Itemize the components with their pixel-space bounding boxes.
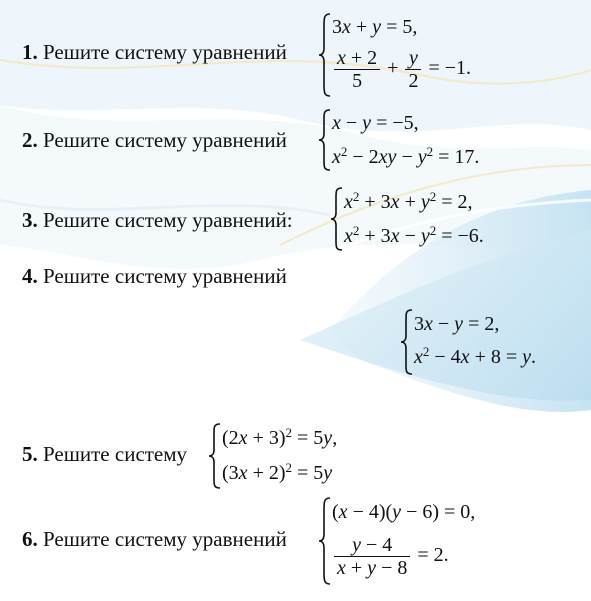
math-token: − 2 <box>347 146 379 168</box>
math-token: y <box>372 16 382 38</box>
left-brace <box>318 496 332 586</box>
fraction <box>405 47 421 92</box>
math-token: x <box>337 557 346 579</box>
problem-text: Решите систему уравнений <box>37 264 287 288</box>
problem-text: Решите систему уравнений <box>37 128 287 152</box>
equation-system-5 <box>208 422 388 490</box>
math-token: x <box>344 225 353 247</box>
math-token: = 2, <box>463 313 500 335</box>
math-token: = 5 <box>292 427 324 449</box>
left-brace <box>208 422 222 490</box>
problem-number: 3. <box>22 208 38 232</box>
math-token: x <box>424 313 433 335</box>
problem-number: 1. <box>22 40 38 64</box>
math-token: + <box>345 557 368 579</box>
math-token: y <box>522 346 532 368</box>
math-token: 2 <box>429 189 437 204</box>
problem-4-label <box>22 264 287 289</box>
math-token: 2 <box>285 460 293 475</box>
math-token: + <box>382 57 404 80</box>
left-brace <box>330 186 344 252</box>
equation-line-1 <box>332 112 419 135</box>
math-token: + 3) <box>247 427 286 449</box>
math-token: = −5, <box>371 112 419 134</box>
math-token: , <box>332 427 338 449</box>
math-token: ( <box>332 501 339 523</box>
problem-number: 6. <box>22 527 38 551</box>
problem-text: Решите систему уравнений <box>37 40 287 64</box>
math-token: x <box>460 346 470 368</box>
left-brace <box>318 12 332 98</box>
math-token: 2 <box>340 144 348 159</box>
math-token: x <box>332 146 341 168</box>
equation-system-1 <box>318 12 518 98</box>
equation-system-3 <box>330 186 550 252</box>
math-token: = −6. <box>436 225 484 247</box>
math-token: − 8 <box>376 557 408 579</box>
math-token: x <box>414 346 423 368</box>
equation-line-1 <box>344 191 473 214</box>
math-token: − <box>432 313 455 335</box>
math-token: y <box>417 146 427 168</box>
math-token: x <box>390 191 400 213</box>
equation-line-2 <box>222 462 332 485</box>
equation-line-2 <box>332 534 449 579</box>
problem-3-label <box>22 208 293 233</box>
problem-text: Решите систему уравнений: <box>37 208 293 232</box>
math-token: 2 <box>422 344 430 359</box>
math-token: y <box>367 557 377 579</box>
math-token: 2 <box>352 189 360 204</box>
math-token: − 4 <box>429 346 461 368</box>
math-token: x <box>238 462 248 484</box>
problem-number: 4. <box>22 264 38 288</box>
math-token: xy <box>378 146 397 168</box>
math-token: 3 <box>332 16 342 38</box>
math-token: + 3 <box>359 191 391 213</box>
math-token: y <box>323 462 333 484</box>
math-token: + <box>350 16 373 38</box>
math-token: y <box>352 534 361 556</box>
math-token: − 6) = 0, <box>401 501 476 523</box>
math-token: y <box>323 427 333 449</box>
math-token: 2 <box>408 70 419 92</box>
math-token: x <box>344 191 353 213</box>
math-token: 2 <box>285 425 293 440</box>
math-token: − <box>399 225 421 247</box>
math-token: = −1. <box>423 57 472 80</box>
math-token: = 5, <box>381 16 418 38</box>
math-token: x <box>338 501 348 523</box>
math-token: + 8 = <box>469 346 523 368</box>
equation-line-1 <box>414 313 499 336</box>
math-token: 2 <box>426 144 434 159</box>
math-token: − 4)( <box>347 501 393 523</box>
equation-line-2 <box>332 146 479 169</box>
math-token: x <box>332 112 341 134</box>
math-token: y <box>454 313 464 335</box>
problem-number: 2. <box>22 128 38 152</box>
equation-line-2 <box>332 47 471 92</box>
math-token: 3 <box>414 313 424 335</box>
math-token: y <box>420 191 430 213</box>
problem-2-label <box>22 128 287 153</box>
math-token: 2 <box>352 223 360 238</box>
math-token: = 2, <box>436 191 473 213</box>
math-token: 5 <box>352 70 363 92</box>
math-token: x <box>238 427 248 449</box>
math-token: x <box>390 225 400 247</box>
math-token: y <box>392 501 402 523</box>
math-token: − <box>396 146 418 168</box>
fraction <box>334 534 410 579</box>
equation-line-1 <box>332 16 417 39</box>
equation-system-4 <box>400 308 580 376</box>
problem-text: Решите систему <box>37 442 188 466</box>
equation-system-2 <box>318 108 538 172</box>
math-token: = 2. <box>412 544 449 567</box>
math-token: − 4 <box>360 534 393 556</box>
left-brace <box>400 308 414 376</box>
equation-system-6 <box>318 496 518 586</box>
equation-line-2 <box>344 225 484 248</box>
math-token: x <box>342 16 351 38</box>
math-token: y <box>362 112 372 134</box>
math-token: + 2) <box>247 462 286 484</box>
math-token: y <box>409 47 418 69</box>
math-token: x <box>337 47 346 69</box>
math-token: − <box>340 112 363 134</box>
math-token: y <box>420 225 430 247</box>
math-token: + 2 <box>345 47 378 69</box>
fraction <box>334 47 380 92</box>
left-brace <box>318 108 332 172</box>
math-token: (2 <box>222 427 239 449</box>
math-token: + <box>399 191 421 213</box>
equation-line-1 <box>332 501 475 524</box>
problem-1-label <box>22 40 287 65</box>
math-token: 2 <box>429 223 437 238</box>
equation-line-1 <box>222 427 337 450</box>
problem-5-label <box>22 442 187 467</box>
math-token: (3 <box>222 462 239 484</box>
problem-number: 5. <box>22 442 38 466</box>
problem-6-label <box>22 527 287 552</box>
math-token: = 5 <box>292 462 324 484</box>
math-token: + 3 <box>359 225 391 247</box>
math-token: = 17. <box>433 146 480 168</box>
problem-text: Решите систему уравнений <box>37 527 287 551</box>
math-token: . <box>531 346 537 368</box>
equation-line-2 <box>414 346 536 369</box>
